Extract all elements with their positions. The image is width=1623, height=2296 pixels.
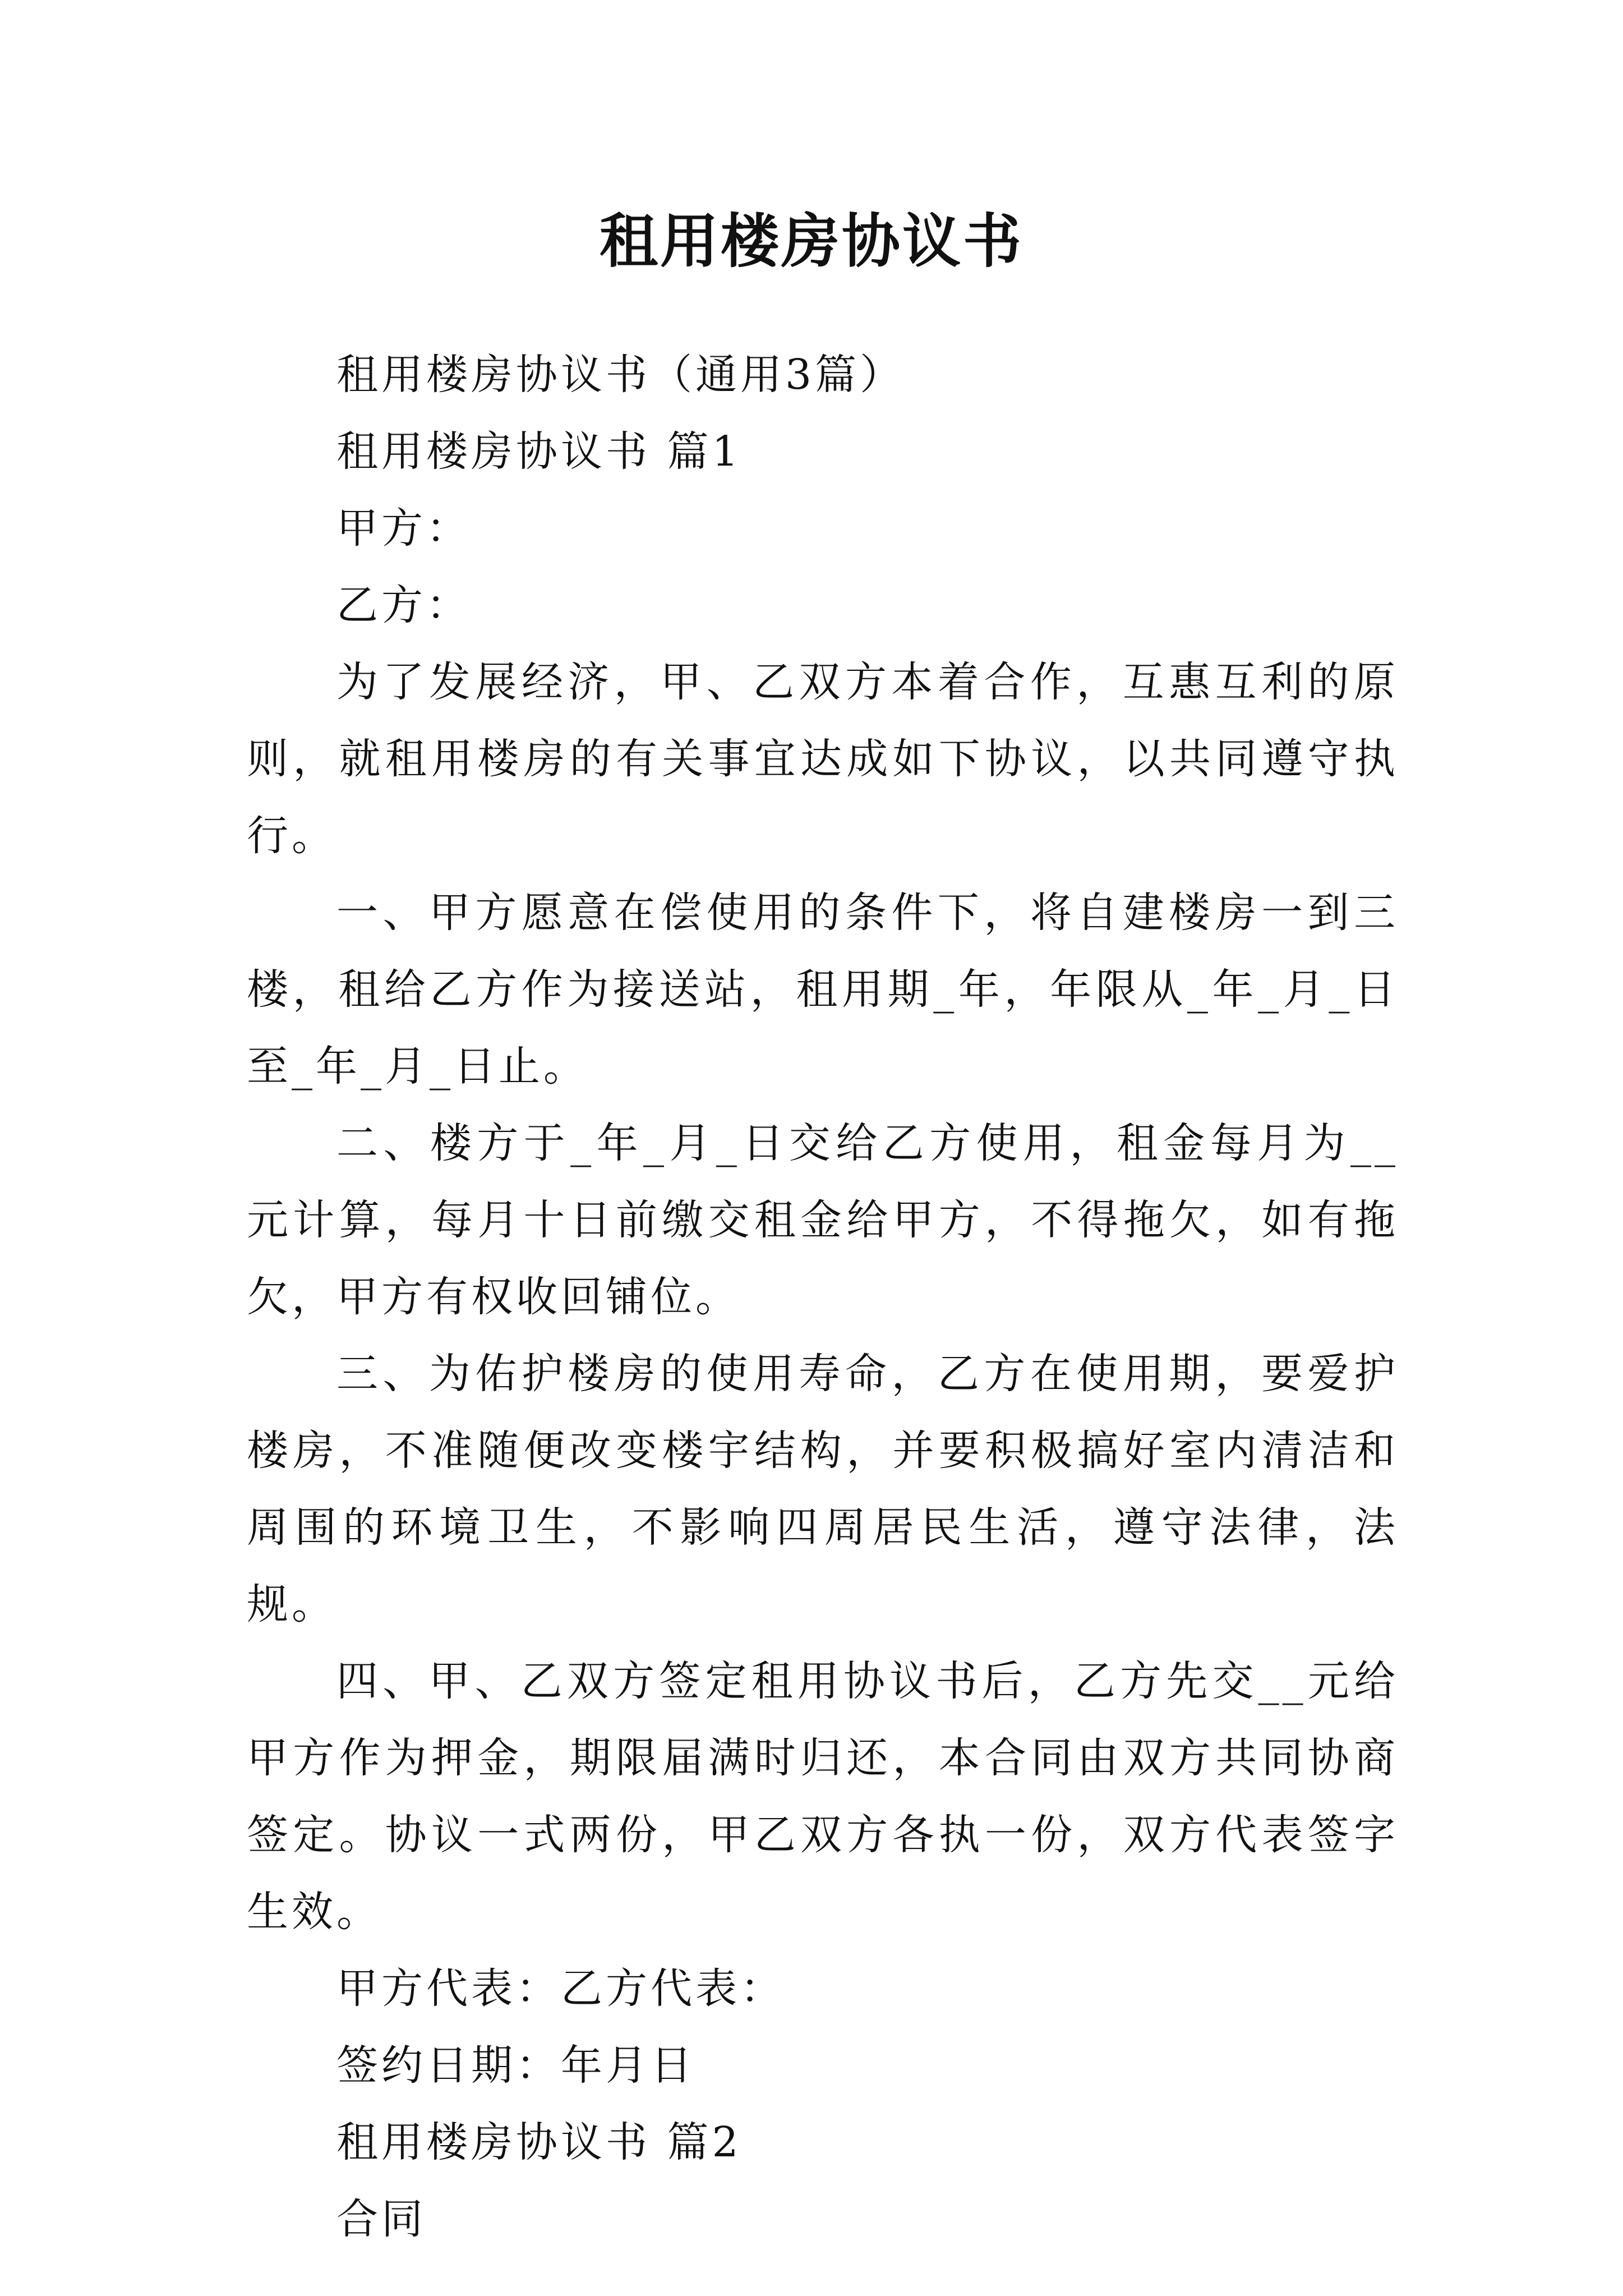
intro-paragraph: 为了发展经济，甲、乙双方本着合作，互惠互利的原则，就租用楼房的有关事宜达成如下协议，以共同遵守执行。 (247, 658, 1399, 860)
party-a-line: 甲方： (336, 504, 471, 553)
clause-2: 二、楼方于_年_月_日交给乙方使用，租金每月为__元计算，每月十日前缴交租金给甲方，不得拖欠，如有拖欠，甲方有权收回铺位。 (247, 1119, 1399, 1321)
contract-label: 合同 (336, 2195, 426, 2243)
document-title: 租用楼房协议书 (599, 206, 1023, 275)
document-body (247, 337, 1399, 2258)
section-heading: 租用楼房协议书 篇1 (336, 427, 742, 476)
clause-4: 四、甲、乙双方签定租用协议书后，乙方先交__元给甲方作为押金，期限届满时归还，本合同由双方共同协商签定。协议一式两份，甲乙双方各执一份，双方代表签字生效。 (247, 1657, 1399, 1936)
section-heading: 租用楼房协议书 篇2 (336, 2118, 742, 2166)
subtitle: 租用楼房协议书（通用3篇） (336, 351, 905, 399)
signing-date-line: 签约日期：年月日 (336, 2041, 695, 2090)
party-b-line: 乙方： (336, 581, 471, 629)
clause-3: 三、为佑护楼房的使用寿命，乙方在使用期，要爱护楼房，不准随便改变楼宇结构，并要积极搞好室内清洁和周围的环境卫生，不影响四周居民生活，遵守法律，法规。 (247, 1350, 1399, 1628)
clause-1: 一、甲方愿意在偿使用的条件下，将自建楼房一到三楼，租给乙方作为接送站，租用期_年，年限从_年_月_日至_年_月_日止。 (247, 889, 1399, 1091)
representatives-line: 甲方代表：乙方代表： (336, 1964, 785, 2013)
